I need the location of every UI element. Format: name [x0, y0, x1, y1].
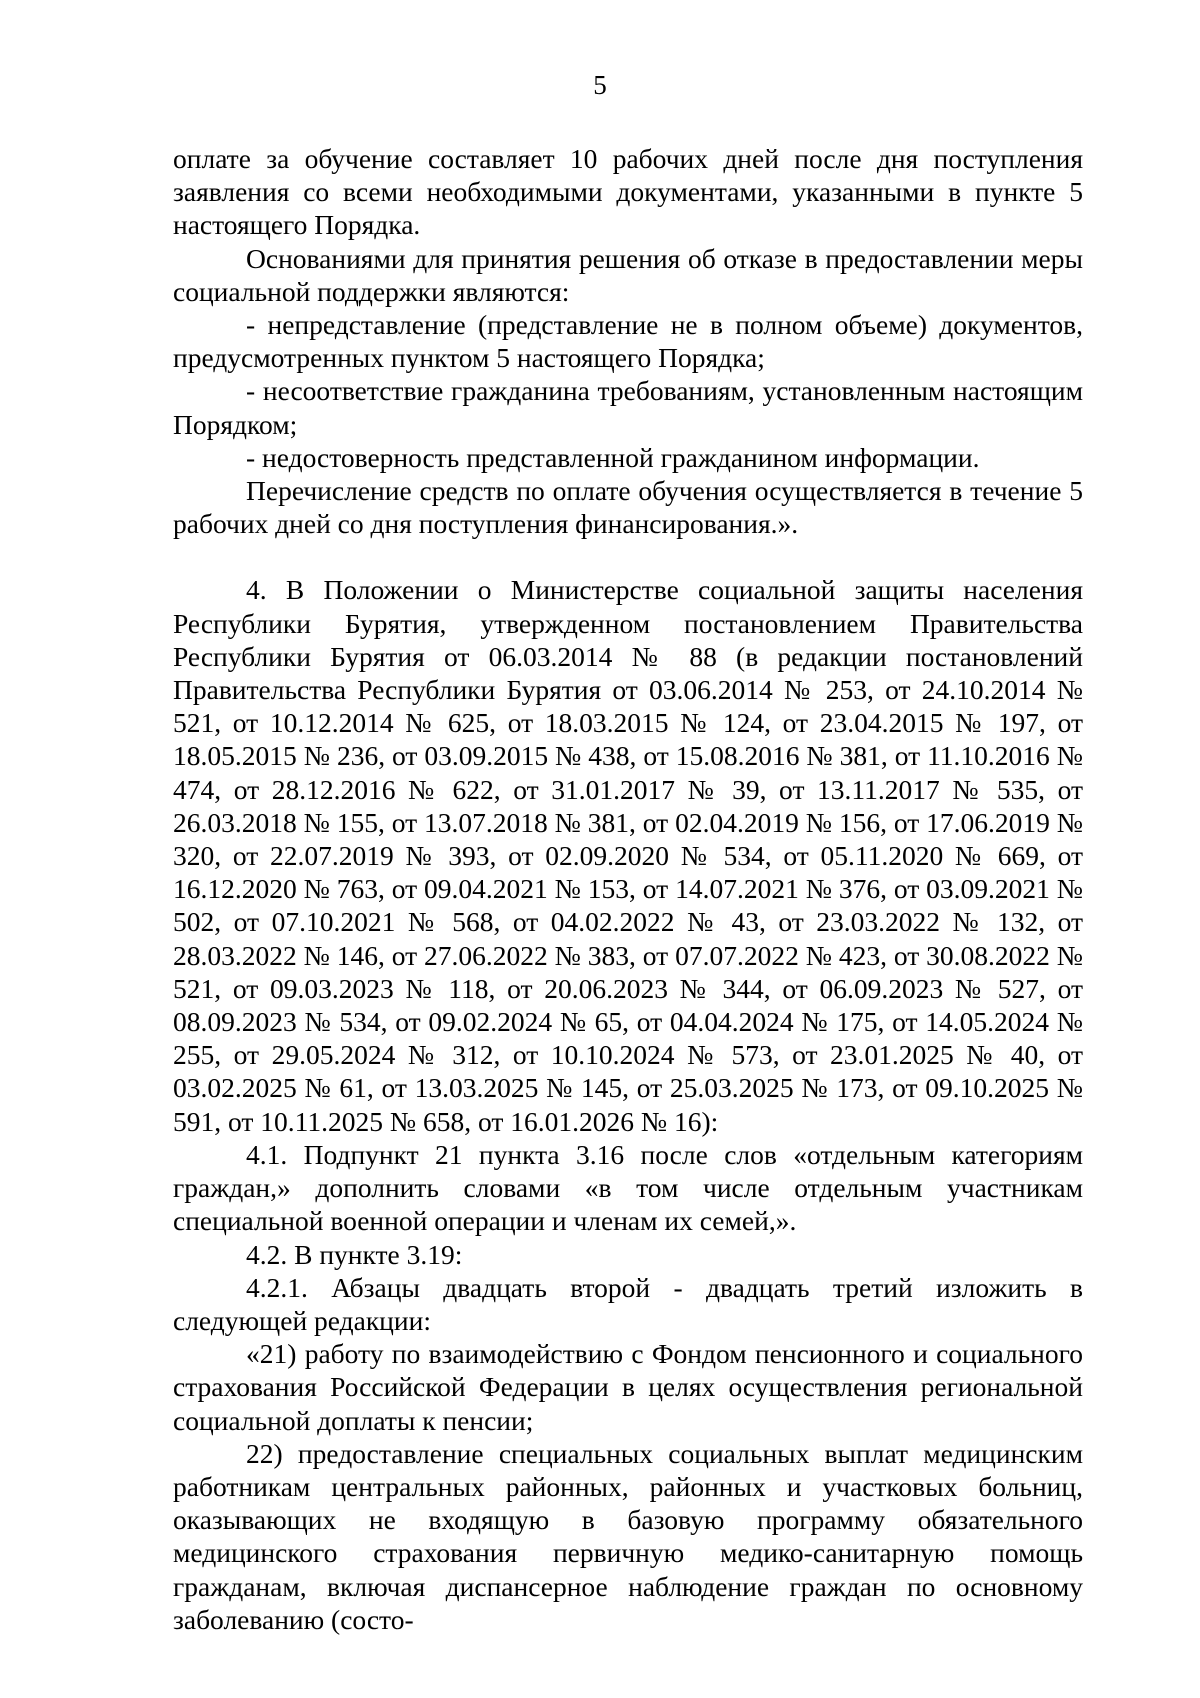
paragraph-4-2: 4.2. В пункте 3.19:: [246, 1238, 463, 1270]
paragraph-4-2-1: 4.2.1. Абзацы двадцать второй - двадцать третий изложить в следующей редакции:: [173, 1271, 1083, 1336]
paragraph-4-1: 4.1. Подпункт 21 пункта 3.16 после слов «отдельным категориям граждан,» дополнить словами «в том числе отдельным участникам специальной военной операции и членам их семей,».: [173, 1138, 1083, 1237]
document-body: [173, 142, 1083, 1636]
paragraph-gap: [173, 540, 1083, 573]
page-number: 5: [593, 70, 607, 100]
list-item-non-submission: - непредставление (представление не в полном объеме) документов, предусмотренных пунктом 5 настоящего Порядка;: [173, 309, 1083, 374]
paragraph-item-22: 22) предоставление специальных социальных выплат медицинским работникам центральных районных, районных и участковых больниц, оказывающих не входящую в базовую программу обязательного медицинского страхования первичную медико-санитарную помощь гражданам, включая диспансерное наблюдение граждан по основному заболеванию (состо-: [173, 1437, 1083, 1635]
paragraph-item-21: «21) работу по взаимодействию с Фондом пенсионного и социального страхования Российской Федерации в целях осуществления региональной социальной доплаты к пенсии;: [173, 1338, 1083, 1436]
list-item-non-compliance: - несоответствие гражданина требованиям, установленным настоящим Порядком;: [173, 375, 1083, 440]
paragraph-funds-transfer: Перечисление средств по оплате обучения осуществляется в течение 5 рабочих дней со дня поступления финансирования.».: [173, 475, 1083, 540]
paragraph-refusal-grounds: Основаниями для принятия решения об отказе в предоставлении меры социальной поддержки являются:: [173, 242, 1083, 307]
list-item-unreliability: - недостоверность представленной гражданином информации.: [246, 441, 980, 473]
paragraph-continuation: оплате за обучение составляет 10 рабочих дней после дня поступления заявления со всеми необходимыми документами, указанными в пункте 5 настоящего Порядка.: [173, 143, 1083, 241]
paragraph-section-4: 4. В Положении о Министерстве социальной защиты населения Республики Бурятия, утвержденном постановлением Правительства Республики Бурятия от 06.03.2014 № 88 (в редакции постановлений Правительства Республики Бурятия от 03.06.2014 № 253, от 24.10.2014 № 521, от 10.12.2014 № 625, от 18.03.2015 № 124, от 23.04.2015 № 197, от 18.05.2015 № 236, от 03.09.2015 № 438, от 15.08.2016 № 381, от 11.10.2016 № 474, от 28.12.2016 № 622, от 31.01.2017 № 39, от 13.11.2017 № 535, от 26.03.2018 № 155, от 13.07.2018 № 381, от 02.04.2019 № 156, от 17.06.2019 № 320, от 22.07.2019 № 393, от 02.09.2020 № 534, от 05.11.2020 № 669, от 16.12.2020 № 763, от 09.04.2021 № 153, от 14.07.2021 № 376, от 03.09.2021 № 502, от 07.10.2021 № 568, от 04.02.2022 № 43, от 23.03.2022 № 132, от 28.03.2022 № 146, от 27.06.2022 № 383, от 07.07.2022 № 423, от 30.08.2022 № 521, от 09.03.2023 № 118, от 20.06.2023 № 344, от 06.09.2023 № 527, от 08.09.2023 № 534, от 09.02.2024 № 65, от 04.04.2024 № 175, от 14.05.2024 № 255, от 29.05.2024 № 312, от 10.10.2024 № 573, от 23.01.2025 № 40, от 03.02.2025 № 61, от 13.03.2025 № 145, от 25.03.2025 № 173, от 09.10.2025 № 591, от 10.11.2025 № 658, от 16.01.2026 № 16):: [173, 574, 1083, 1137]
